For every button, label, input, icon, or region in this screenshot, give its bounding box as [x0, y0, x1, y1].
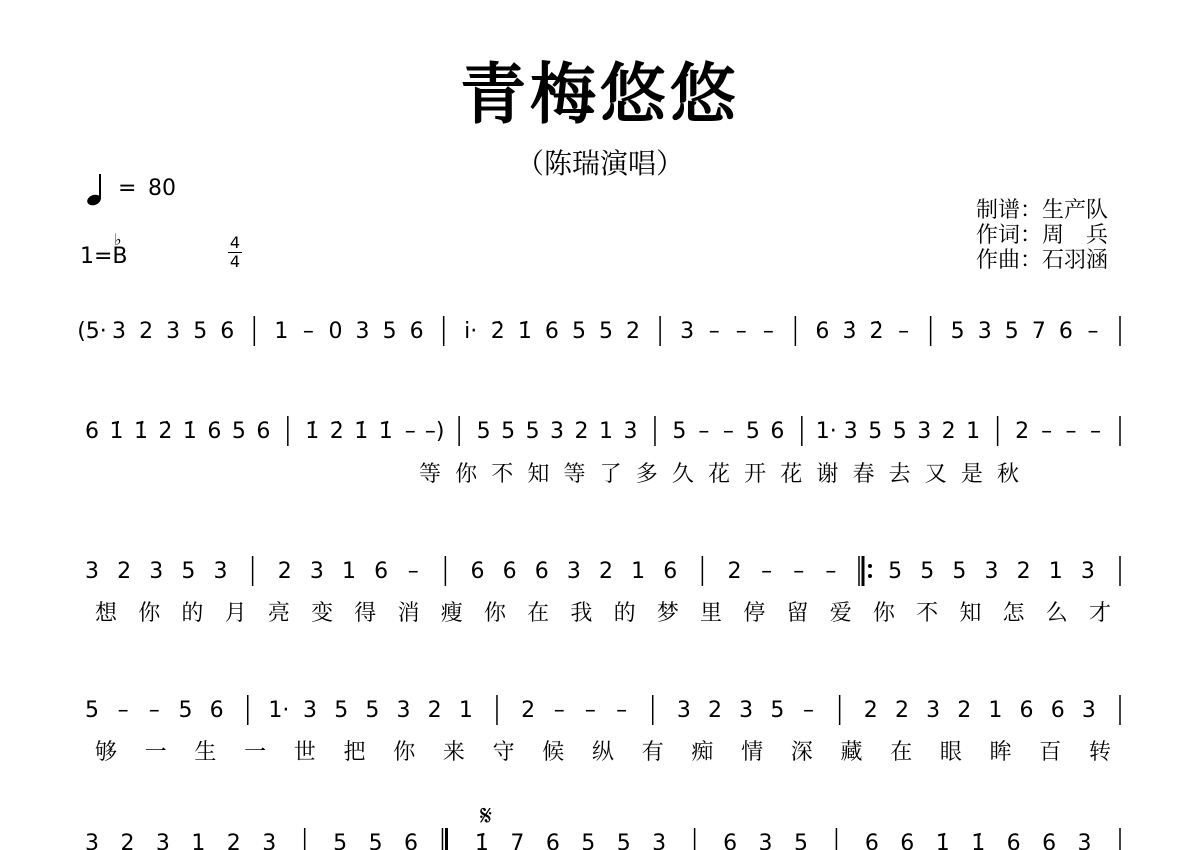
tempo-value: 80: [148, 176, 176, 201]
lyric: 眼: [939, 740, 962, 765]
note: –: [761, 559, 773, 584]
note: 2: [626, 319, 641, 344]
note: –: [708, 319, 720, 344]
note: 3: [758, 831, 773, 850]
note: –: [407, 559, 419, 584]
note: –: [584, 698, 596, 723]
lyric: 来: [442, 740, 465, 765]
note: 3: [1077, 831, 1092, 850]
lyric: 久: [671, 462, 694, 487]
note: 3: [1080, 559, 1095, 584]
note: 2: [1015, 419, 1030, 444]
note: 3: [566, 559, 581, 584]
note: 5: [892, 419, 907, 444]
note: 1̇: [474, 831, 489, 850]
lyric: 在: [527, 601, 550, 626]
note: –: [616, 698, 628, 723]
note: 3: [355, 319, 370, 344]
note: 3̇: [842, 319, 857, 344]
note: 2̇: [329, 419, 344, 444]
note: 3: [680, 319, 695, 344]
note: 1·: [815, 419, 837, 444]
note: 3: [149, 559, 164, 584]
note: 2: [117, 559, 132, 584]
note: 1: [342, 559, 356, 584]
credit-lyricist: 作词：周 兵: [976, 223, 1109, 248]
note: 1̇: [109, 419, 124, 444]
note: 5: [950, 319, 965, 344]
segno-icon: 𝄋: [479, 799, 493, 832]
note: 0: [328, 319, 343, 344]
note: 5: [599, 319, 613, 344]
note: 6: [1006, 831, 1021, 850]
lyric: 么: [1045, 601, 1068, 626]
note: 5: [888, 559, 903, 584]
note: –: [117, 698, 129, 723]
note: –): [424, 419, 445, 444]
note: 1̇: [971, 831, 986, 850]
lyric: 春: [852, 462, 875, 487]
note: 6: [544, 319, 559, 344]
note: 6: [1058, 319, 1073, 344]
note: 1̇: [354, 419, 369, 444]
lyric: 知: [527, 462, 550, 487]
lyric: 里: [700, 601, 723, 626]
credit-composer: 作曲：石羽涵: [976, 248, 1109, 273]
lyric: 深: [790, 740, 813, 765]
note: –: [793, 559, 805, 584]
note: 6: [864, 831, 879, 850]
note: 5: [525, 419, 540, 444]
key-label: 1=B: [80, 244, 128, 269]
note: 5: [571, 319, 586, 344]
repeat-dot: [868, 574, 872, 578]
note: –: [1041, 419, 1053, 444]
note: 3: [85, 559, 99, 584]
lyric: 百: [1039, 740, 1062, 765]
note: 5: [368, 831, 383, 850]
note: 1̇: [305, 419, 320, 444]
note: 3: [85, 831, 99, 850]
note: 3: [262, 831, 277, 850]
note: 1·: [268, 698, 290, 723]
note: 6: [770, 419, 785, 444]
note: 3: [309, 559, 324, 584]
lyric: 你: [483, 601, 506, 626]
lyric: 花: [707, 462, 731, 487]
note: 5: [85, 698, 99, 723]
note: 6: [1050, 698, 1065, 723]
lyric: 想: [94, 601, 118, 626]
note: 6: [374, 559, 389, 584]
lyric: 花: [780, 462, 803, 487]
note: –: [698, 419, 710, 444]
note: 2: [277, 559, 292, 584]
note: 6: [534, 559, 549, 584]
note: 3: [166, 319, 181, 344]
lyric: 开: [744, 462, 767, 487]
note: 6: [207, 419, 222, 444]
note: 5: [334, 698, 349, 723]
note: 5: [178, 698, 193, 723]
note: 5: [1004, 319, 1019, 344]
note: –: [1090, 419, 1102, 444]
repeat-dot: [868, 564, 872, 568]
note: 5: [365, 698, 380, 723]
note: 3: [843, 419, 858, 444]
tempo-equals: =: [118, 176, 137, 201]
lyric: 去: [888, 462, 911, 487]
lyric: 消: [397, 601, 420, 626]
note: 3: [926, 698, 941, 723]
note: 6: [723, 831, 738, 850]
lyric: 亮: [267, 601, 290, 626]
note: –: [1087, 319, 1099, 344]
note: 6: [1042, 831, 1057, 850]
note: 6: [502, 559, 517, 584]
note: i·: [464, 319, 478, 344]
lyric: 有: [641, 740, 664, 765]
lyric: 你: [138, 601, 161, 626]
lyric: 我: [570, 601, 593, 626]
lyric: 在: [890, 740, 913, 765]
note: –: [762, 319, 774, 344]
lyric: 爱: [829, 601, 852, 626]
note: 2: [120, 831, 135, 850]
note: 2̇: [158, 419, 173, 444]
lyric: 眸: [989, 740, 1012, 765]
note: 5: [672, 419, 687, 444]
note: 7: [1031, 319, 1046, 344]
lyric: 多: [635, 462, 658, 487]
note: –: [553, 698, 565, 723]
note: 5: [476, 419, 491, 444]
lyric: 你: [393, 740, 416, 765]
lyric: 了: [599, 462, 622, 487]
lyric: 候: [542, 740, 565, 765]
lyric: 你: [872, 601, 895, 626]
note: 2: [226, 831, 241, 850]
lyric: 月: [224, 601, 247, 626]
note: 1: [599, 419, 613, 444]
note: 2: [894, 698, 909, 723]
note: 1: [966, 419, 981, 444]
lyric: 够: [94, 740, 118, 765]
flat-icon: ♭: [114, 230, 122, 249]
note: 1: [1048, 559, 1063, 584]
note: 5: [193, 319, 208, 344]
note: 2: [139, 319, 154, 344]
lyric: 守: [492, 740, 515, 765]
note: 3: [550, 419, 565, 444]
note: 1̇: [133, 419, 148, 444]
note: 1: [191, 831, 206, 850]
lyric: 纵: [591, 740, 615, 765]
note: 5: [793, 831, 808, 850]
note: –: [1065, 419, 1077, 444]
lyric: 转: [1088, 740, 1112, 765]
note: 2: [863, 698, 878, 723]
note: 2: [957, 698, 972, 723]
credit-transcriber: 制谱：生产队: [976, 198, 1109, 223]
note: 2: [727, 559, 742, 584]
note: 6: [1019, 698, 1034, 723]
lyric: 梦: [656, 601, 679, 626]
note: 7: [510, 831, 525, 850]
note: 3: [984, 559, 999, 584]
note: 2: [427, 698, 442, 723]
lyric: 停: [743, 601, 766, 626]
note: 1̇: [182, 419, 197, 444]
note: 1̇: [517, 319, 532, 344]
note: –: [898, 319, 910, 344]
lyric: 的: [181, 601, 204, 626]
score-subtitle: （陈瑞演唱）: [515, 147, 684, 180]
note: 5: [181, 559, 196, 584]
note: 5: [952, 559, 967, 584]
lyric: 瘦: [440, 601, 463, 626]
lyric: 留: [786, 601, 809, 626]
note: 5: [501, 419, 516, 444]
lyric: 怎: [1002, 601, 1025, 626]
time-top: 4: [229, 233, 241, 252]
note: 2: [941, 419, 956, 444]
note: –: [735, 319, 747, 344]
lyric: 知: [959, 601, 982, 626]
note: –: [722, 419, 734, 444]
note: 1: [631, 559, 646, 584]
note: 3: [1081, 698, 1096, 723]
note: 6: [545, 831, 560, 850]
note: 6: [663, 559, 678, 584]
note: 6: [470, 559, 485, 584]
note: 5: [333, 831, 348, 850]
lyric: 不: [491, 462, 514, 487]
note: 2: [1016, 559, 1031, 584]
lyric: 才: [1088, 601, 1112, 626]
note: 6: [409, 319, 424, 344]
lyric: 你: [455, 462, 478, 487]
note: 2: [599, 559, 613, 584]
lyric: 得: [354, 601, 377, 626]
note: –: [148, 698, 160, 723]
lyric: 一: [244, 740, 267, 765]
lyric: 把: [343, 740, 366, 765]
note: 2̇: [869, 319, 884, 344]
note: 3: [917, 419, 932, 444]
note: 6: [209, 698, 224, 723]
note: 5: [581, 831, 596, 850]
note: –: [404, 419, 416, 444]
note: –: [802, 698, 814, 723]
lyric: 又: [924, 462, 947, 487]
lyric: 是: [960, 462, 983, 487]
note: 5: [382, 319, 397, 344]
note: 3: [977, 319, 992, 344]
lyric: 的: [613, 601, 636, 626]
time-bottom: 4: [229, 252, 241, 271]
note: 2: [521, 698, 536, 723]
lyric: 藏: [840, 740, 863, 765]
note: 5: [770, 698, 785, 723]
note: 3: [652, 831, 667, 850]
lyric: 变: [311, 601, 334, 626]
lyric: 不: [916, 601, 939, 626]
note: 2: [708, 698, 723, 723]
note: 3: [112, 319, 127, 344]
note: 5: [616, 831, 631, 850]
note: 1: [458, 698, 473, 723]
note: 6: [815, 319, 830, 344]
note: 3: [213, 559, 228, 584]
note: 1̇: [378, 419, 393, 444]
note: 1: [274, 319, 289, 344]
lyric: 世: [293, 740, 316, 765]
score-title: 青梅悠悠: [460, 56, 740, 133]
note: 6: [256, 419, 271, 444]
note: 3: [396, 698, 411, 723]
note: 5: [745, 419, 760, 444]
note: 1̇: [935, 831, 950, 850]
lyric: 痴: [691, 740, 714, 765]
note: (5·: [77, 319, 107, 344]
note: –: [825, 559, 837, 584]
note: 1: [988, 698, 1003, 723]
note: 6: [85, 419, 99, 444]
note: 2̇: [490, 319, 505, 344]
lyric: 秋: [996, 462, 1020, 487]
note: 3: [623, 419, 638, 444]
lyric: 一: [144, 740, 167, 765]
lyric: 情: [741, 740, 764, 765]
note: 3: [155, 831, 170, 850]
note: 5: [231, 419, 246, 444]
note: 3: [303, 698, 318, 723]
lyric: 等: [563, 462, 586, 487]
note: 3: [676, 698, 691, 723]
note: 2: [574, 419, 589, 444]
lyric: 生: [194, 740, 217, 765]
note: –: [302, 319, 314, 344]
note: 3: [739, 698, 754, 723]
note: 5: [920, 559, 935, 584]
note: 6: [220, 319, 235, 344]
lyric: 谢: [816, 462, 839, 487]
note: 6: [404, 831, 419, 850]
note: 5: [868, 419, 883, 444]
lyric: 等: [418, 462, 442, 487]
note: 6: [900, 831, 915, 850]
